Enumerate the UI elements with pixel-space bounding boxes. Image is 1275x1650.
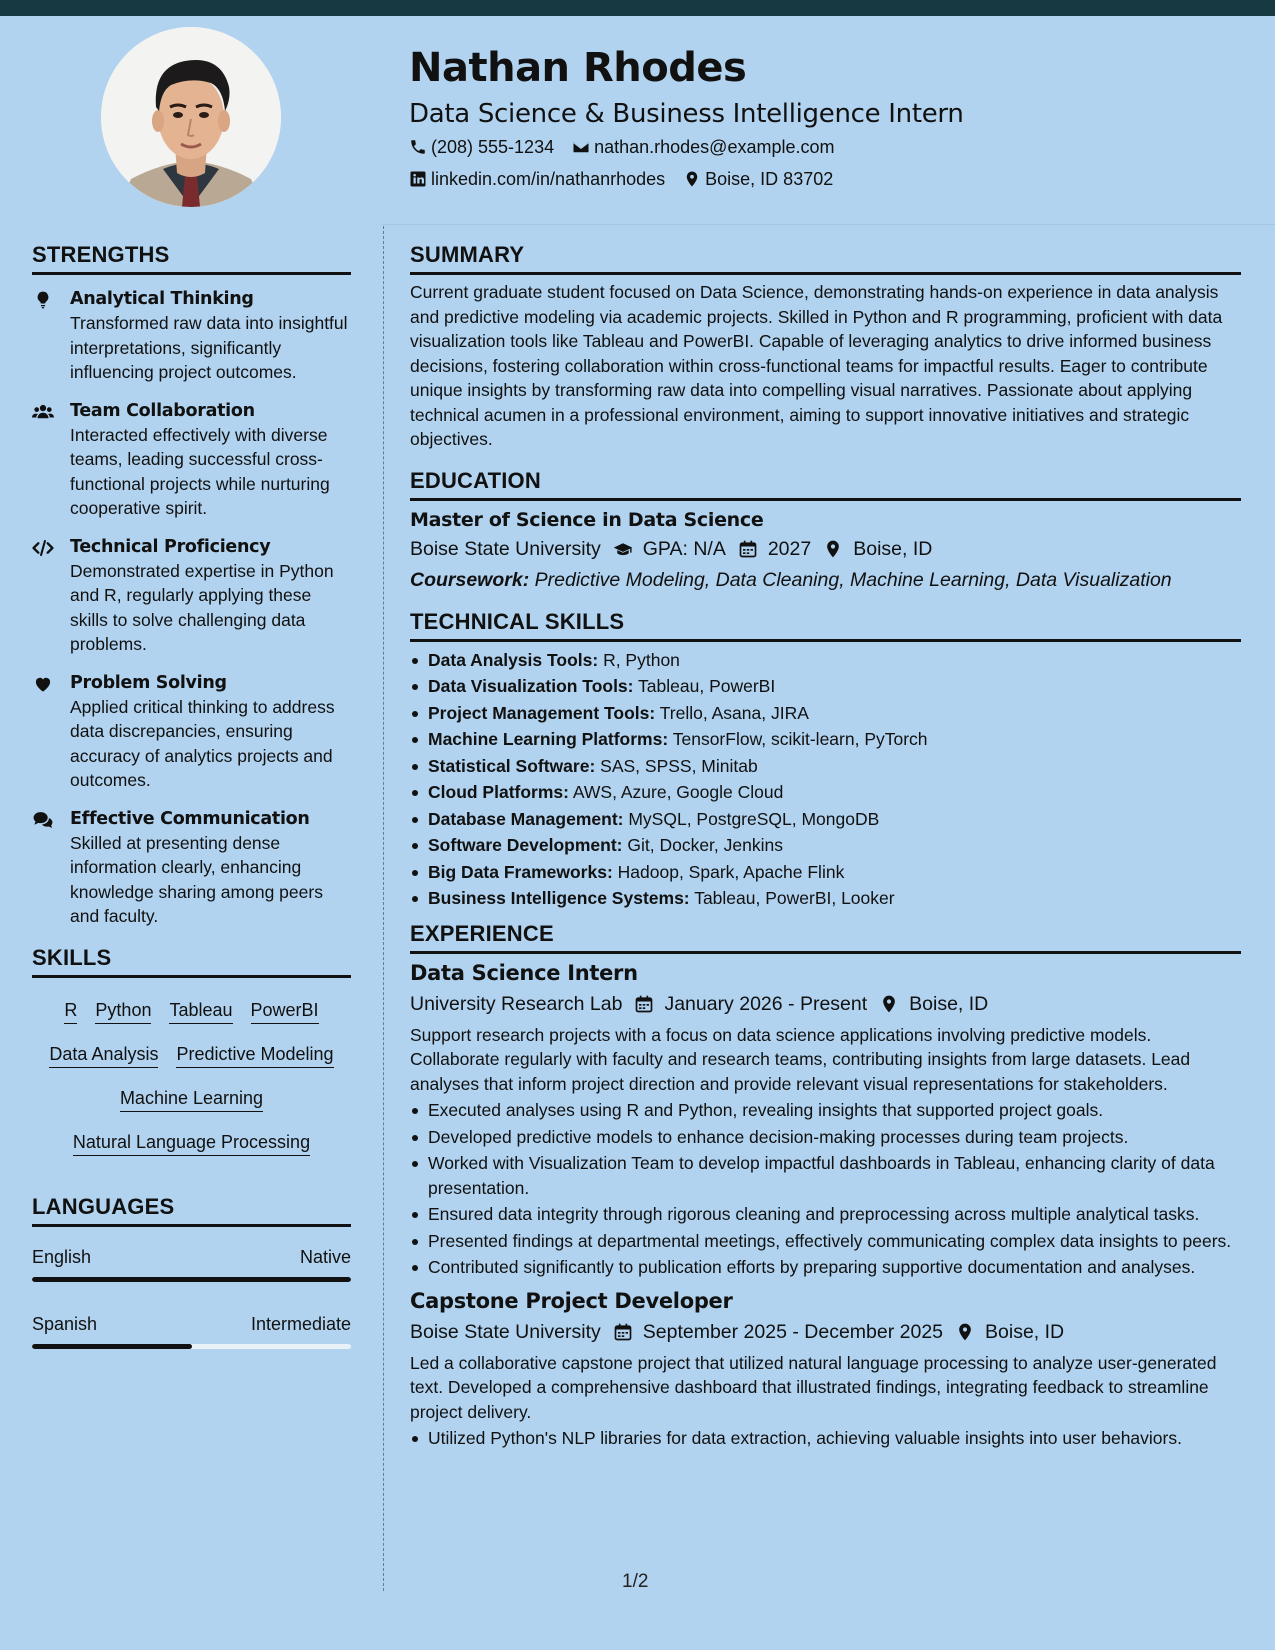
job-org: Boise State University [410, 1320, 601, 1343]
map-pin-icon [683, 170, 701, 188]
location-text: Boise, ID 83702 [705, 169, 834, 189]
strength-desc: Interacted effectively with diverse teams, leading successful cross-functional projects while nurturing cooperative spirit. [70, 424, 330, 518]
strength-title: Technical Proficiency [70, 536, 271, 557]
calendar-icon [634, 994, 654, 1014]
language-name: Spanish [32, 1313, 98, 1334]
email-address: nathan.rhodes@example.com [594, 137, 835, 157]
coursework [410, 565, 1241, 595]
comments-icon [32, 810, 54, 830]
gpa-text: GPA: N/A [642, 537, 726, 560]
school-name: Boise State University [410, 537, 601, 560]
list-item: Developed predictive models to enhance decision-making processes during team projects. [410, 1125, 1241, 1150]
list-item: Big Data Frameworks: Hadoop, Spark, Apache Flink [410, 860, 1241, 885]
code-icon [32, 538, 54, 558]
job-dates: January 2026 - Present [664, 992, 868, 1015]
strength-item [32, 287, 351, 385]
skill-tag: Natural Language Processing [73, 1130, 310, 1156]
skill-tag: Python [95, 998, 151, 1024]
list-item: Worked with Visualization Team to develop impactful dashboards in Tableau, enhancing clarity of data presentation. [410, 1151, 1241, 1200]
list-item: Software Development: Git, Docker, Jenkins [410, 833, 1241, 858]
summary-text: Current graduate student focused on Data Science, demonstrating hands-on experience in data analysis and predictive modeling via academic projects. Skilled in Python and R programming, proficient with data visualization tools like Tableau and PowerBI. Capable of leveraging analytics to drive informed business decisions, fostering collaboration within cross-functional teams for impactful results. Eager to contribute unique insights by transforming raw data into compelling visual narratives. Passionate about applying technical acumen in a professional environment, aiming to support innovative initiatives and strategic objectives. [410, 282, 1223, 449]
list-item: Data Analysis Tools: R, Python [410, 648, 1241, 673]
map-pin-icon [879, 994, 899, 1014]
education-location: Boise, ID [853, 537, 933, 560]
list-item: Contributed significantly to publication efforts by preparing supportive documentation and analyses. [410, 1255, 1241, 1280]
technical-skills-list [410, 648, 1241, 911]
list-item: Business Intelligence Systems: Tableau, PowerBI, Looker [410, 886, 1241, 911]
job-description: Support research projects with a focus on data science applications involving predictive models. Collaborate regularly with faculty and research teams, contributing insights from large datasets. Lead analyses that inform project direction and provide relevant visual representations for stakeholders. [410, 1024, 1191, 1094]
strength-title: Problem Solving [70, 672, 227, 693]
summary-heading: SUMMARY [410, 240, 1241, 275]
calendar-icon [738, 539, 758, 559]
language-item [32, 1245, 351, 1282]
list-item: Machine Learning Platforms: TensorFlow, scikit-learn, PyTorch [410, 727, 1241, 752]
skills-list [32, 984, 351, 1170]
experience-heading: EXPERIENCE [410, 919, 1241, 954]
coursework-list: Predictive Modeling, Data Cleaning, Machine Learning, Data Visualization [534, 568, 1172, 591]
strengths-heading: STRENGTHS [32, 240, 351, 275]
linkedin-icon [409, 170, 427, 188]
graduation-cap-icon [613, 539, 633, 559]
skill-tag: Machine Learning [120, 1086, 263, 1112]
lightbulb-icon [32, 290, 54, 310]
job-entry [410, 1286, 1241, 1451]
job-title: Capstone Project Developer [410, 1288, 733, 1313]
strength-desc: Demonstrated expertise in Python and R, regularly applying these skills to solve challenging data problems. [70, 560, 334, 654]
strength-desc: Applied critical thinking to address data discrepancies, ensuring accuracy of analytics projects and outcomes. [70, 696, 335, 790]
job-meta [410, 988, 1241, 1020]
list-item: Presented findings at departmental meetings, effectively communicating complex data insights to peers. [410, 1229, 1241, 1254]
language-level: Intermediate [250, 1313, 351, 1334]
strength-desc: Transformed raw data into insightful interpretations, significantly influencing project outcomes. [70, 313, 348, 382]
job-dates: September 2025 - December 2025 [642, 1320, 944, 1343]
contact-row-2 [409, 163, 1249, 195]
degree-title: Master of Science in Data Science [410, 508, 764, 531]
list-item: Project Management Tools: Trello, Asana, JIRA [410, 701, 1241, 726]
profile-photo [101, 27, 281, 207]
strength-item [32, 807, 351, 929]
strength-item [32, 671, 351, 793]
map-pin-icon [955, 1322, 975, 1342]
language-bar-fill [32, 1277, 351, 1282]
top-bar [0, 0, 1275, 16]
job-entry [410, 958, 1241, 1280]
skill-tag: Tableau [169, 998, 232, 1024]
email-contact[interactable] [572, 131, 834, 163]
users-icon [32, 402, 54, 422]
heart-icon [32, 674, 54, 694]
resume-header [409, 40, 1249, 195]
strength-desc: Skilled at presenting dense information clearly, enhancing knowledge sharing among peers and faculty. [70, 832, 323, 926]
strength-item [32, 535, 351, 657]
job-location: Boise, ID [985, 1320, 1065, 1343]
list-item: Statistical Software: SAS, SPSS, Minitab [410, 754, 1241, 779]
list-item: Cloud Platforms: AWS, Azure, Google Cloud [410, 780, 1241, 805]
skill-tag: Predictive Modeling [176, 1042, 333, 1068]
skill-tag: PowerBI [251, 998, 319, 1024]
language-bar-fill [32, 1344, 192, 1349]
skill-tag: Data Analysis [49, 1042, 158, 1068]
candidate-title: Data Science & Business Intelligence Intern [409, 99, 964, 129]
graduation-year: 2027 [767, 537, 812, 560]
phone-number: (208) 555-1234 [431, 137, 555, 157]
language-bar [32, 1344, 351, 1349]
language-level: Native [299, 1246, 351, 1267]
strengths-list [32, 287, 351, 929]
envelope-icon [572, 138, 590, 156]
location-contact [683, 163, 833, 195]
job-bullets [410, 1098, 1241, 1280]
strength-title: Team Collaboration [70, 400, 255, 421]
list-item: Utilized Python's NLP libraries for data extraction, achieving valuable insights into user behaviors. [410, 1426, 1241, 1451]
candidate-name: Nathan Rhodes [409, 45, 747, 91]
job-org: University Research Lab [410, 992, 623, 1015]
list-item: Database Management: MySQL, PostgreSQL, MongoDB [410, 807, 1241, 832]
left-column [32, 240, 351, 1349]
job-title: Data Science Intern [410, 960, 638, 985]
skills-heading: SKILLS [32, 943, 351, 978]
strength-item [32, 399, 351, 521]
list-item: Ensured data integrity through rigorous cleaning and preprocessing across multiple analytical tasks. [410, 1202, 1241, 1227]
contact-row-1 [409, 131, 1249, 163]
column-divider [383, 226, 384, 1591]
technical-skills-heading: TECHNICAL SKILLS [410, 607, 1241, 642]
education-heading: EDUCATION [410, 466, 1241, 501]
strength-title: Effective Communication [70, 808, 310, 829]
job-bullets [410, 1426, 1241, 1451]
calendar-icon [613, 1322, 633, 1342]
coursework-label: Coursework: [410, 568, 530, 591]
page-number: 1/2 [622, 1571, 649, 1592]
phone-icon [409, 138, 427, 156]
map-pin-icon [823, 539, 843, 559]
header-divider [382, 224, 1275, 225]
languages-heading: LANGUAGES [32, 1192, 351, 1227]
job-description: Led a collaborative capstone project that utilized natural language processing to analyze user-generated text. Developed a comprehensive dashboard that illustrated findings, integrating feedback to streamline project delivery. [410, 1352, 1217, 1422]
linkedin-contact[interactable] [409, 163, 665, 195]
language-bar [32, 1277, 351, 1282]
phone-contact[interactable] [409, 131, 554, 163]
list-item: Data Visualization Tools: Tableau, PowerBI [410, 674, 1241, 699]
job-location: Boise, ID [909, 992, 989, 1015]
skill-tag: R [64, 998, 77, 1024]
strength-title: Analytical Thinking [70, 289, 254, 309]
language-name: English [32, 1246, 92, 1267]
right-column [410, 240, 1241, 1453]
list-item: Executed analyses using R and Python, revealing insights that supported project goals. [410, 1098, 1241, 1123]
job-meta [410, 1316, 1241, 1348]
education-meta [410, 533, 1241, 565]
language-item [32, 1312, 351, 1349]
linkedin-url: linkedin.com/in/nathanrhodes [431, 169, 666, 189]
